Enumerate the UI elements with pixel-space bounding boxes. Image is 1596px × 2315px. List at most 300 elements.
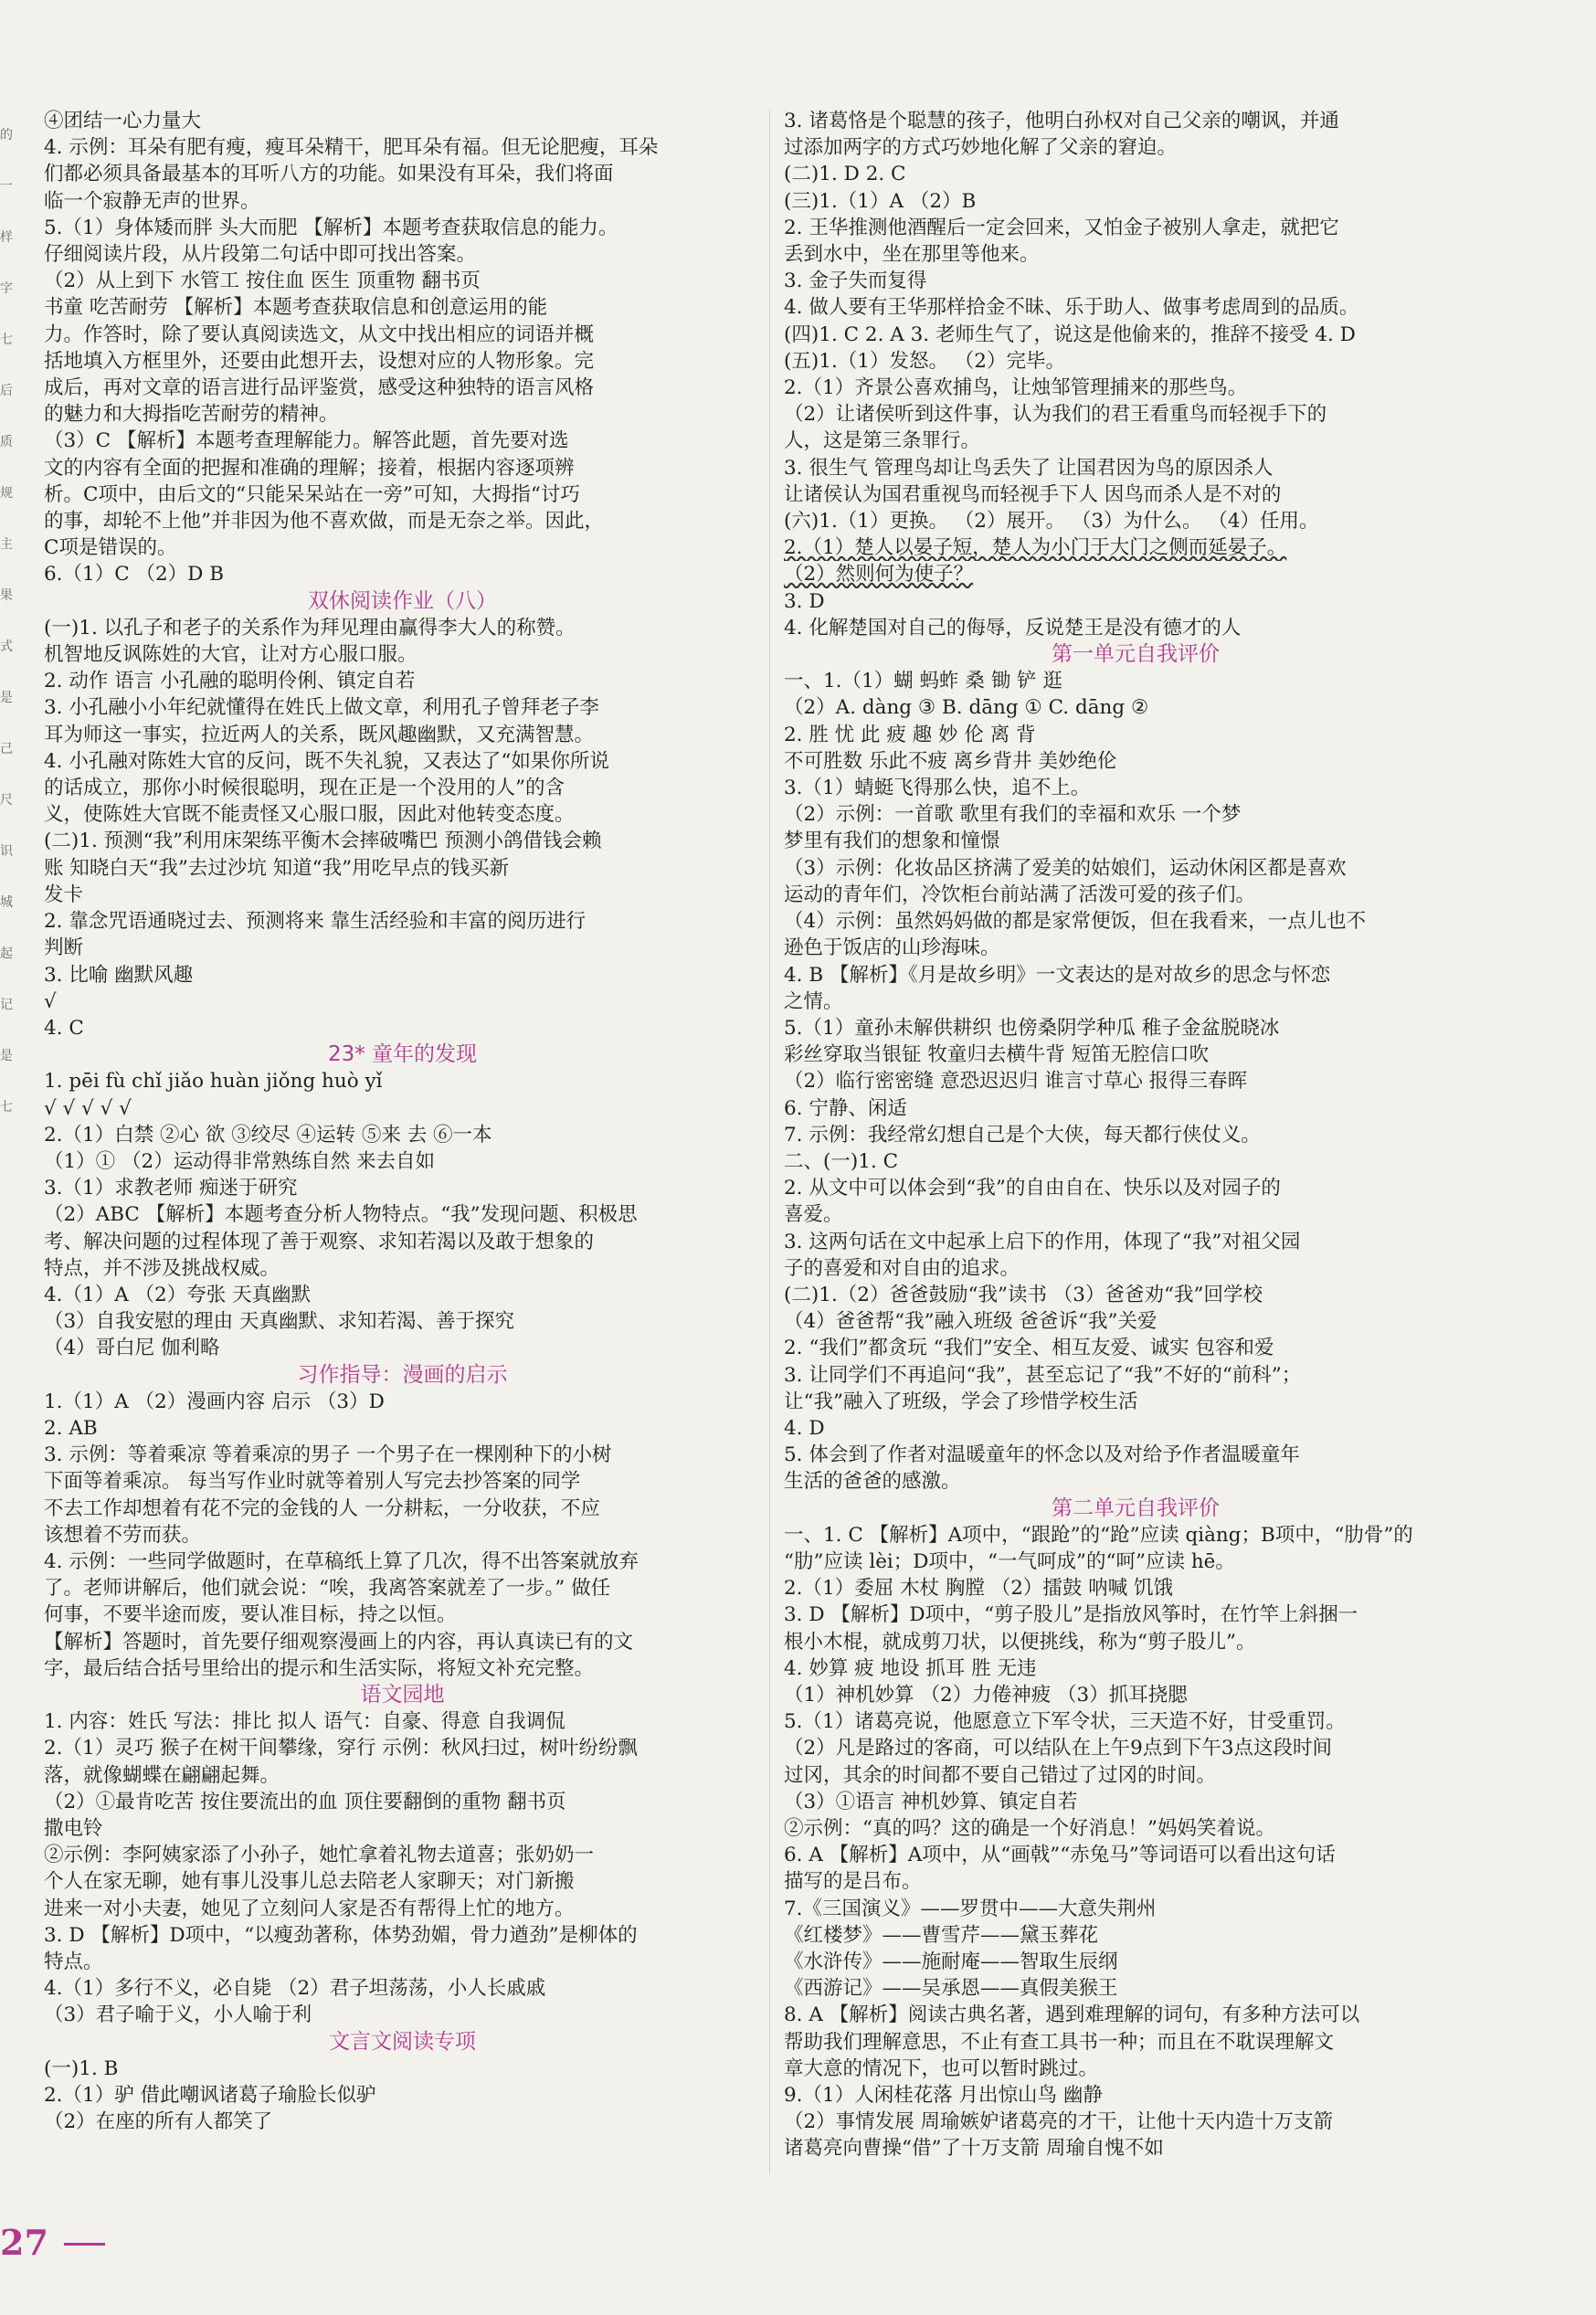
answer-text: 4. D [784, 1416, 825, 1440]
answer-text: 习作指导：漫画的启示 [297, 1362, 508, 1387]
answer-line [784, 855, 1487, 882]
answer-text: 2.（1）灵巧 猴子在树干间攀缘，穿行 示例：秋风扫过，树叶纷纷飘 [44, 1737, 638, 1760]
answer-line [44, 1522, 761, 1549]
answer-text: 2.（1）楚人以晏子短，楚人为小门于大门之侧而延晏子。 [784, 536, 1287, 560]
answer-line [44, 2056, 761, 2082]
answer-line [44, 988, 761, 1015]
answer-line [44, 722, 761, 748]
answer-text: 生活的爸爸的感激。 [784, 1470, 961, 1494]
answer-line [784, 1335, 1487, 1361]
answer-line [784, 322, 1487, 348]
answer-text: 4. 化解楚国对自己的侮辱，反说楚王是没有德才的人 [784, 616, 1242, 640]
answer-line [784, 882, 1487, 908]
answer-text: 机智地反讽陈姓的大官，让对方心服口服。 [44, 643, 417, 667]
answer-line [44, 801, 761, 828]
answer-line [44, 215, 761, 241]
answer-text: ②示例：“真的吗？这的确是一个好消息！”妈妈笑着说。 [784, 1817, 1275, 1840]
answer-line [784, 908, 1487, 935]
answer-line [44, 108, 761, 134]
answer-text: （2）凡是路过的客商，可以结队在上午9点到下午3点这段时间 [784, 1737, 1333, 1760]
answer-line [784, 962, 1487, 988]
answer-text: （1）神机妙算 （2）力倦神疲 （3）抓耳挠腮 [784, 1683, 1188, 1707]
answer-text: 章大意的情况下，也可以暂时跳过。 [784, 2056, 1099, 2080]
answer-line [784, 348, 1487, 375]
page-number-dash [64, 2243, 105, 2246]
answer-line [784, 1468, 1487, 1495]
margin-glyph: 果 [0, 588, 13, 603]
answer-text: 8. A 【解析】阅读古典名著，遇到难理解的词句，有多种方法可以 [784, 2003, 1360, 2027]
answer-text: 们都必须具备最基本的耳听八方的功能。如果没有耳朵，我们将面 [44, 163, 614, 186]
margin-glyph: 是 [0, 691, 13, 705]
answer-line [44, 1601, 761, 1628]
answer-line [44, 268, 761, 294]
answer-text: 3. D 【解析】D项中，“以瘦劲著称，体势劲媚，骨力遒劲”是柳体的 [44, 1923, 638, 1947]
answer-line [784, 1308, 1487, 1335]
answer-line [44, 908, 761, 935]
answer-text: 3.（1）求教老师 痴迷于研究 [44, 1177, 298, 1200]
answer-line [784, 1975, 1487, 2002]
answer-text: 2. 靠念咒语通晓过去、预测将来 靠生活经验和丰富的阅历进行 [44, 910, 587, 934]
answer-line [784, 2109, 1487, 2135]
answer-text: 6. A 【解析】A项中，从“画戟”“赤兔马”等词语可以看出这句话 [784, 1844, 1336, 1867]
answer-line [784, 215, 1487, 241]
answer-text: （2）让诸侯听到这件事，认为我们的君王看重鸟而轻视手下的 [784, 403, 1327, 427]
answer-line [784, 1682, 1487, 1708]
margin-scraps [0, 110, 15, 1133]
answer-line [784, 1095, 1487, 1122]
answer-line [784, 1122, 1487, 1148]
answer-text: 4. 示例：一些同学做题时，在草稿纸上算了几次，得不出答案就放弃 [44, 1549, 639, 1573]
answer-text: ②示例：李阿姨家添了小孙子，她忙拿着礼物去道喜；张奶奶一 [44, 1844, 595, 1867]
answer-text: ④团结一心力量大 [44, 110, 202, 132]
answer-line [44, 1415, 761, 1442]
left-column [44, 108, 761, 2135]
answer-text: 4. 小孔融对陈姓大官的反问，既不失礼貌，又表达了“如果你所说 [44, 749, 609, 773]
answer-text: 运动的青年们，冷饮柜台前站满了活泼可爱的孩子们。 [784, 883, 1256, 906]
answer-line [44, 694, 761, 721]
margin-glyph: 城 [0, 895, 13, 910]
answer-line [44, 508, 761, 534]
answer-line [44, 1496, 761, 1522]
answer-text: 一、1. C 【解析】A项中，“跟跄”的“跄”应读 qiàng；B项中，“肋骨”的 [784, 1523, 1413, 1547]
answer-text: 帮助我们理解意思，不止有查工具书一种；而且在不耽误理解文 [784, 2030, 1335, 2054]
answer-text: 3. 金子失而复得 [784, 270, 927, 293]
answer-text: 5.（1）诸葛亮说，他愿意立下军令状，三天造不好，甘受重罚。 [784, 1710, 1346, 1734]
answer-line [784, 1442, 1487, 1468]
answer-text: （1）① （2）运动得非常熟练自然 来去自如 [44, 1149, 436, 1173]
answer-line [784, 748, 1487, 775]
margin-glyph: 的 [0, 128, 13, 143]
answer-text: 的魅力和大拇指吃苦耐劳的精神。 [44, 403, 339, 427]
answer-text: 人，这是第三条罪行。 [784, 429, 981, 453]
answer-text: 彩丝穿取当银钲 牧童归去横牛背 短笛无腔信口吹 [784, 1043, 1210, 1067]
answer-text: 双休阅读作业（八） [308, 588, 497, 613]
answer-line [784, 588, 1487, 615]
answer-line [44, 1229, 761, 1255]
answer-line [784, 294, 1487, 321]
answer-line [44, 1122, 761, 1148]
answer-text: 的话成立，那你小时候很聪明，现在正是一个没用的人”的含 [44, 777, 565, 800]
answer-line [44, 322, 761, 348]
answer-text: 判断 [44, 936, 84, 960]
answer-text: 的事，却轮不上他”并非因为他不喜欢做，而是无奈之举。因此， [44, 510, 604, 534]
answer-text: 该想着不劳而获。 [44, 1523, 202, 1547]
margin-glyph: 识 [0, 844, 13, 859]
answer-text: 不去工作却想着有花不完的金钱的人 一分耕耘，一分收获，不应 [44, 1496, 600, 1520]
answer-line [44, 1468, 761, 1495]
answer-text: （3）示例：化妆品区挤满了爱美的姑娘们，运动休闲区都是喜欢 [784, 856, 1347, 880]
answer-text: （3）自我安慰的理由 天真幽默、求知若渴、善于探究 [44, 1310, 515, 1334]
answer-text: √ [44, 989, 57, 1013]
answer-text: (二)1. 预测“我”利用床架练平衡木会摔破嘴巴 预测小鸽借钱会赖 [44, 830, 602, 853]
answer-text: （2）在座的所有人都笑了 [44, 2110, 273, 2134]
answer-line [44, 2109, 761, 2135]
answer-text: 2. 王华推测他酒醒后一定会回来，又怕金子被别人拿走，就把它 [784, 216, 1339, 239]
answer-line [44, 1335, 761, 1361]
answer-text: （4）爸爸帮“我”融入班级 爸爸诉“我”关爱 [784, 1310, 1157, 1334]
margin-glyph: 七 [0, 333, 13, 347]
answer-text: 让诸侯认为国君重视鸟而轻视手下人 因鸟而杀人是不对的 [784, 482, 1282, 506]
answer-text: √ √ √ √ √ [44, 1096, 132, 1120]
answer-line [784, 534, 1487, 561]
answer-text: 4.（1）A （2）夸张 天真幽默 [44, 1283, 312, 1306]
answer-text: （2）然则何为使子？ [784, 563, 974, 587]
answer-text: (五)1.（1）发怒。 （2）完毕。 [784, 349, 1065, 373]
answer-text: 梦里有我们的想象和憧憬 [784, 830, 1000, 853]
section-heading [784, 641, 1487, 668]
answer-text: 特点，并不涉及挑战权威。 [44, 1256, 280, 1280]
answer-line [44, 1015, 761, 1041]
answer-line [784, 801, 1487, 828]
answer-line [44, 1389, 761, 1415]
answer-text: 3. 这两句话在文中起承上启下的作用，体现了“我”对祖父园 [784, 1230, 1301, 1253]
answer-text: 23* 童年的发现 [327, 1042, 478, 1067]
answer-text: （2）从上到下 水管工 按住血 医生 顶重物 翻书页 [44, 270, 481, 293]
answer-line [784, 481, 1487, 508]
answer-line [44, 188, 761, 215]
answer-text: 力。作答时，除了要认真阅读选文，从文中找出相应的词语并概 [44, 322, 595, 346]
section-heading [44, 2029, 761, 2056]
answer-line [44, 294, 761, 321]
section-heading [784, 1496, 1487, 1522]
answer-text: 3. 诸葛恪是个聪慧的孩子，他明白孙权对自己父亲的嘲讽，并通 [784, 110, 1339, 132]
answer-text: 撒电铃 [44, 1817, 103, 1840]
answer-text: 5.（1）身体矮而胖 头大而肥 【解析】本题考查获取信息的能力。 [44, 216, 618, 239]
answer-text: （4）哥白尼 伽利略 [44, 1337, 220, 1360]
answer-line [784, 108, 1487, 134]
answer-text: 3. 很生气 管理鸟却让鸟丢失了 让国君因为鸟的原因杀人 [784, 456, 1274, 480]
answer-line [784, 1949, 1487, 1975]
answer-line [44, 1201, 761, 1228]
answer-line [44, 882, 761, 908]
answer-text: （3）C 【解析】本题考查理解能力。解答此题，首先要对选 [44, 429, 569, 453]
answer-text: （2）示例：一首歌 歌里有我们的幸福和欢乐 一个梦 [784, 803, 1242, 827]
answer-text: 析。C项中，由后文的“只能呆呆站在一旁”可知，大拇指“讨巧 [44, 482, 580, 506]
answer-text: 4. B 【解析】《月是故乡明》一文表达的是对故乡的思念与怀恋 [784, 963, 1331, 987]
answer-text: (二)1. D 2. C [784, 163, 906, 186]
answer-text: 3. D [784, 589, 825, 613]
answer-text: 3. 让同学们不再追问“我”，甚至忘记了“我”不好的“前科”； [784, 1363, 1302, 1387]
answer-line [784, 1255, 1487, 1282]
answer-line [44, 241, 761, 268]
answer-text: 括地填入方框里外，还要由此想开去，设想对应的人物形象。完 [44, 349, 595, 373]
answer-line [44, 1575, 761, 1601]
answer-line [44, 375, 761, 401]
answer-line [784, 935, 1487, 961]
answer-line [44, 1842, 761, 1868]
answer-text: 特点。 [44, 1950, 103, 1974]
section-heading [44, 1362, 761, 1389]
answer-line [784, 241, 1487, 268]
answer-line [784, 1549, 1487, 1575]
answer-line [784, 1896, 1487, 1922]
answer-line [784, 828, 1487, 854]
answer-text: 丢到水中，坐在那里等他来。 [784, 243, 1040, 267]
answer-text: (六)1.（1）更换。 （2）展开。 （3）为什么。 （4）任用。 [784, 510, 1319, 534]
margin-glyph: 记 [0, 998, 13, 1012]
answer-line [44, 1762, 761, 1789]
answer-line [784, 1389, 1487, 1415]
answer-text: 2.（1）齐景公喜欢捕鸟，让烛邹管理捕来的那些鸟。 [784, 376, 1248, 400]
answer-line [784, 2082, 1487, 2109]
answer-line [784, 134, 1487, 161]
answer-line [44, 775, 761, 801]
margin-glyph: 是 [0, 1049, 13, 1063]
answer-text: 了。老师讲解后，他们就会说：“唉，我离答案就差了一步。” 做任 [44, 1577, 611, 1601]
answer-text: 进来一对小夫妻，她见了立刻问人家是否有帮得上忙的地方。 [44, 1897, 575, 1920]
answer-text: (一)1. B [44, 2056, 119, 2080]
answer-line [784, 401, 1487, 428]
answer-line [784, 1629, 1487, 1655]
answer-text: 书童 吃苦耐劳 【解析】本题考查获取信息和创意运用的能 [44, 296, 548, 320]
margin-glyph: 样 [0, 230, 13, 245]
answer-line [44, 1255, 761, 1282]
answer-line [784, 561, 1487, 587]
answer-line [44, 1308, 761, 1335]
answer-text: 落，就像蝴蝶在翩翩起舞。 [44, 1763, 280, 1787]
margin-glyph: 己 [0, 742, 13, 756]
answer-text: 3.（1）蜻蜓飞得那么快，追不上。 [784, 777, 1091, 800]
answer-text: 仔细阅读片段，从片段第二句话中即可找出答案。 [44, 243, 477, 267]
answer-line [784, 1842, 1487, 1868]
section-heading [44, 588, 761, 615]
answer-line [44, 561, 761, 587]
answer-line [44, 855, 761, 882]
answer-text: 2.（1）白禁 ②心 欲 ③绞尽 ④运转 ⑤来 去 ⑥一本 [44, 1123, 492, 1147]
answer-text: 3. 小孔融小小年纪就懂得在姓氏上做文章，利用孔子曾拜老子李 [44, 696, 599, 720]
answer-text: 7. 示例：我经常幻想自己是个大侠，每天都行侠仗义。 [784, 1123, 1261, 1147]
answer-text: 第二单元自我评价 [1052, 1496, 1220, 1520]
answer-text: 4. C [44, 1016, 84, 1040]
answer-text: （4）示例：虽然妈妈做的都是家常便饭，但在我看来，一点儿也不 [784, 910, 1367, 934]
answer-text: 4.（1）多行不义，必自毙 （2）君子坦荡荡，小人长戚戚 [44, 1977, 546, 2001]
answer-text: 2. “我们”都贪玩 “我们”安全、相互友爱、诚实 包容和爱 [784, 1337, 1274, 1360]
answer-line [44, 1629, 761, 1655]
answer-text: 2. 从文中可以体会到“我”的自由自在、快乐以及对园子的 [784, 1177, 1281, 1200]
answer-text: 《水浒传》——施耐庵——智取生辰纲 [784, 1950, 1118, 1974]
answer-text: 耳为师这一事实，拉近两人的关系，既风趣幽默，又充满智慧。 [44, 723, 595, 746]
answer-line [784, 722, 1487, 748]
answer-line [44, 348, 761, 375]
answer-text: 9.（1）人闲桂花落 月出惊山鸟 幽静 [784, 2084, 1103, 2108]
margin-glyph: 式 [0, 640, 13, 654]
answer-text: 4. 做人要有王华那样拾金不昧、乐于助人、做事考虑周到的品质。 [784, 296, 1359, 320]
answer-text: 《红楼梦》——曹雪芹——黛玉葬花 [784, 1923, 1099, 1947]
answer-line [44, 428, 761, 454]
margin-glyph: 尺 [0, 793, 13, 808]
answer-line [44, 1068, 761, 1094]
answer-text: （3）①语言 神机妙算、镇定自若 [784, 1790, 1078, 1813]
answer-text: 2.（1）驴 借此嘲讽诸葛子瑜脸长似驴 [44, 2084, 376, 2108]
answer-text: (一)1. 以孔子和老子的关系作为拜见理由赢得李大人的称赞。 [44, 616, 576, 640]
answer-line [44, 1949, 761, 1975]
answer-line [784, 1282, 1487, 1308]
answer-line [784, 508, 1487, 534]
answer-line [784, 1041, 1487, 1068]
answer-line [44, 1922, 761, 1949]
answer-text: (二)1.（2）爸爸鼓励“我”读书 （3）爸爸劝“我”回学校 [784, 1283, 1263, 1306]
answer-text: 下面等着乘凉。 每当写作业时就等着别人写完去抄答案的同学 [44, 1470, 581, 1494]
answer-text: 个人在家无聊，她有事儿没事儿总去陪老人家聊天；对门新搬 [44, 1870, 575, 1894]
answer-line [784, 1601, 1487, 1628]
answer-line [784, 668, 1487, 694]
answer-line [784, 1415, 1487, 1442]
answer-line [44, 615, 761, 641]
answer-text: 6. 宁静、闲适 [784, 1096, 907, 1120]
answer-text: 2. 胜 忧 此 疲 趣 妙 伦 离 背 [784, 723, 1036, 746]
answer-line [44, 641, 761, 668]
answer-text: 1. pēi fù chǐ jiǎo huàn jiǒng huò yǐ [44, 1070, 383, 1094]
section-heading [44, 1682, 761, 1708]
answer-line [44, 1735, 761, 1761]
margin-glyph: 规 [0, 486, 13, 501]
answer-line [44, 1815, 761, 1842]
answer-line [44, 1282, 761, 1308]
answer-text: 6.（1）C （2）D B [44, 563, 225, 587]
answer-text: 让“我”融入了班级，学会了珍惜学校生活 [784, 1390, 1138, 1413]
answer-line [784, 988, 1487, 1015]
right-column [784, 108, 1487, 2162]
answer-text: C项是错误的。 [44, 536, 177, 560]
answer-line [44, 1175, 761, 1201]
answer-line [44, 401, 761, 428]
answer-line [44, 668, 761, 694]
answer-text: 语文园地 [360, 1682, 445, 1707]
answer-text: “肋”应读 lèi；D项中，“一气呵成”的“呵”应读 hē。 [784, 1549, 1235, 1573]
answer-line [44, 1549, 761, 1575]
answer-text: （3）君子喻于义，小人喻于利 [44, 2003, 312, 2027]
answer-text: 1.（1）A （2）漫画内容 启示 （3）D [44, 1390, 385, 1413]
margin-glyph: 起 [0, 946, 13, 961]
answer-line [784, 1229, 1487, 1255]
answer-text: 5. 体会到了作者对温暖童年的怀念以及对给予作者温暖童年 [784, 1443, 1300, 1467]
answer-line [44, 1148, 761, 1175]
answer-text: 描写的是吕布。 [784, 1870, 922, 1894]
answer-line [784, 615, 1487, 641]
answer-text: 发卡 [44, 883, 84, 906]
answer-text: 不可胜数 乐此不疲 离乡背井 美妙绝伦 [784, 749, 1117, 773]
margin-glyph: 七 [0, 1100, 13, 1115]
answer-text: 过冈，其余的时间都不要自己错过了过冈的时间。 [784, 1763, 1217, 1787]
answer-text: 义，使陈姓大官既不能责怪又心服口服，因此对他转变态度。 [44, 803, 575, 827]
answer-line [784, 188, 1487, 215]
answer-line [784, 161, 1487, 187]
answer-text: 考、解决问题的过程体现了善于观察、求知若渴以及敢于想象的 [44, 1230, 595, 1253]
answer-line [784, 2135, 1487, 2162]
answer-line [784, 1175, 1487, 1201]
answer-line [784, 1068, 1487, 1094]
answer-text: 诸葛亮向曹操“借”了十万支箭 周瑜自愧不如 [784, 2137, 1164, 2161]
answer-text: 逊色于饭店的山珍海味。 [784, 936, 1000, 960]
answer-line [44, 455, 761, 481]
answer-line [784, 1708, 1487, 1735]
answer-line [784, 2002, 1487, 2028]
answer-text: 临一个寂静无声的世界。 [44, 189, 260, 213]
answer-text: （2）A. dàng ③ B. dāng ① C. dāng ② [784, 696, 1149, 720]
answer-line [44, 134, 761, 161]
answer-text: 【解析】答题时，首先要仔细观察漫画上的内容，再认真读已有的文 [44, 1630, 634, 1654]
answer-line [784, 1575, 1487, 1601]
answer-text: 3. 比喻 幽默风趣 [44, 963, 194, 987]
answer-line [44, 1868, 761, 1895]
answer-text: 一、1.（1）蝴 蚂蚱 桑 锄 铲 逛 [784, 670, 1062, 693]
answer-text: 7.《三国演义》——罗贯中——大意失荆州 [784, 1897, 1157, 1920]
answer-text: 2.（1）委屈 木杖 胸膛 （2）擂鼓 呐喊 饥饿 [784, 1577, 1174, 1601]
answer-line [44, 935, 761, 961]
answer-text: 过添加两字的方式巧妙地化解了父亲的窘迫。 [784, 136, 1178, 160]
answer-text: （2）临行密密缝 意恐迟迟归 谁言寸草心 报得三春晖 [784, 1070, 1248, 1094]
answer-text: 根小木棍，就成剪刀状，以便挑线，称为“剪子股儿”。 [784, 1630, 1256, 1654]
answer-line [784, 1015, 1487, 1041]
answer-line [44, 1442, 761, 1468]
answer-line [44, 1789, 761, 1815]
answer-text: （2）ABC 【解析】本题考查分析人物特点。“我”发现问题、积极思 [44, 1203, 638, 1227]
answer-line [44, 828, 761, 854]
answer-line [784, 775, 1487, 801]
answer-line [784, 2056, 1487, 2082]
answer-text: 3. 示例：等着乘凉 等着乘凉的男子 一个男子在一棵刚种下的小树 [44, 1443, 612, 1467]
answer-line [44, 1655, 761, 1682]
answer-text: (四)1. C 2. A 3. 老师生气了，说这是他偷来的，推辞不接受 4. D [784, 322, 1356, 346]
margin-glyph: 字 [0, 281, 13, 296]
answer-text: 第一单元自我评价 [1052, 642, 1220, 667]
answer-line [44, 481, 761, 508]
margin-glyph: 后 [0, 384, 13, 398]
answer-line [784, 1655, 1487, 1682]
answer-line [784, 1868, 1487, 1895]
answer-line [784, 1789, 1487, 1815]
answer-line [784, 1148, 1487, 1175]
answer-line [784, 428, 1487, 454]
answer-line [784, 1735, 1487, 1761]
answer-line [784, 375, 1487, 401]
answer-text: 子的喜爱和对自由的追求。 [784, 1256, 1020, 1280]
answer-line [44, 2002, 761, 2028]
section-heading [44, 1041, 761, 1068]
answer-text: 成后，再对文章的语言进行品评鉴赏，感受这种独特的语言风格 [44, 376, 595, 400]
answer-text: 5.（1）童孙未解供耕织 也傍桑阴学种瓜 稚子金盆脱晓冰 [784, 1016, 1280, 1040]
answer-text: 2. 动作 语言 小孔融的聪明伶俐、镇定自若 [44, 670, 416, 693]
answer-line [44, 962, 761, 988]
answer-line [784, 1762, 1487, 1789]
answer-line [784, 1522, 1487, 1549]
answer-line [784, 455, 1487, 481]
answer-text: 喜爱。 [784, 1203, 843, 1227]
answer-line [784, 1362, 1487, 1389]
answer-text: 文言文阅读专项 [329, 2029, 476, 2054]
answer-text: （2）①最肯吃苦 按住要流出的血 顶住要翻倒的重物 翻书页 [44, 1790, 566, 1813]
answer-text: (三)1.（1）A （2）B [784, 189, 977, 213]
